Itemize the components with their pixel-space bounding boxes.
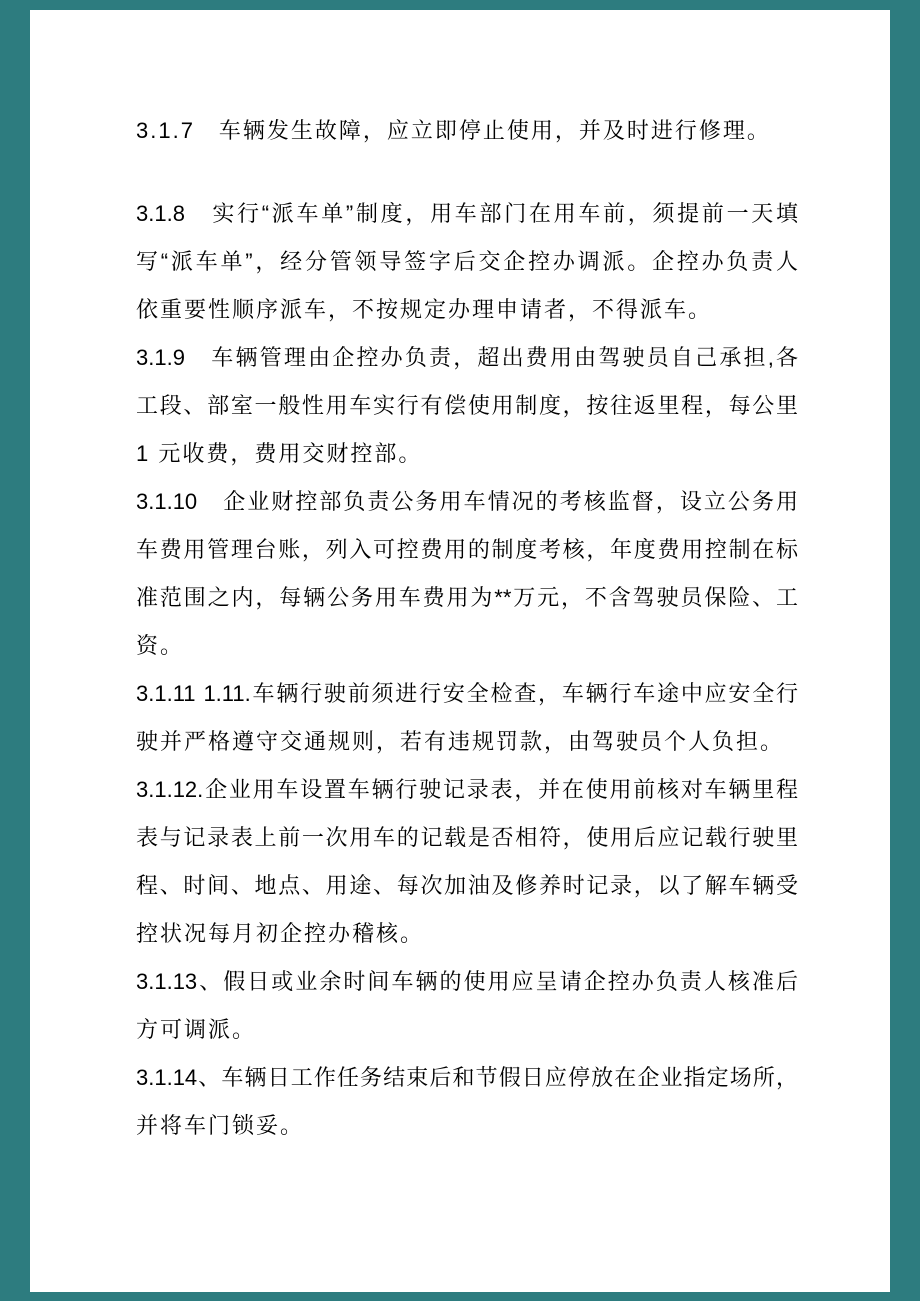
- text-line: 3.1.11 1.11.车辆行驶前须进行安全检查，车辆行车途中应安全行: [136, 681, 798, 706]
- text-line: 3.1.14、车辆日工作任务结束后和节假日应停放在企业指定场所，: [136, 1065, 798, 1090]
- text-line: 表与记录表上前一次用车的记载是否相符，使用后应记载行驶里: [136, 825, 798, 850]
- paragraph-3.1.13: [136, 958, 798, 1054]
- text-line: 工段、部室一般性用车实行有偿使用制度，按往返里程，每公里: [136, 393, 798, 418]
- text-line: 3.1.7 车辆发生故障，应立即停止使用，并及时进行修理。: [136, 118, 771, 143]
- text-line: 3.1.10 企业财控部负责公务用车情况的考核监督，设立公务用: [136, 489, 798, 514]
- paragraph-3.1.8: [136, 190, 798, 334]
- text-line: 程、时间、地点、用途、每次加油及修养时记录，以了解车辆受: [136, 873, 798, 898]
- text-line: 3.1.8 实行“派车单”制度，用车部门在用车前，须提前一天填: [136, 201, 798, 226]
- text-line: 资。: [136, 633, 185, 658]
- text-line: 准范围之内，每辆公务用车费用为**万元，不含驾驶员保险、工: [136, 585, 798, 610]
- text-line: 1 元收费，费用交财控部。: [136, 441, 423, 466]
- paragraph-spacer: [136, 155, 798, 190]
- text-line: 车费用管理台账，列入可控费用的制度考核，年度费用控制在标: [136, 537, 798, 562]
- text-line: 3.1.12.企业用车设置车辆行驶记录表，并在使用前核对车辆里程: [136, 777, 798, 802]
- document-body: [30, 10, 798, 1150]
- paragraph-3.1.7: [136, 107, 798, 155]
- text-line: 写“派车单”，经分管领导签字后交企控办调派。企控办负责人: [136, 249, 798, 274]
- text-line: 控状况每月初企控办稽核。: [136, 921, 425, 946]
- text-line: 方可调派。: [136, 1017, 257, 1042]
- text-line: 并将车门锁妥。: [136, 1113, 305, 1138]
- paragraph-3.1.12: [136, 766, 798, 958]
- paragraph-3.1.11: [136, 670, 798, 766]
- text-line: 驶并严格遵守交通规则，若有违规罚款，由驾驶员个人负担。: [136, 729, 785, 754]
- text-line: 3.1.9 车辆管理由企控办负责，超出费用由驾驶员自己承担,各: [136, 345, 798, 370]
- text-line: 依重要性顺序派车，不按规定办理申请者，不得派车。: [136, 297, 713, 322]
- paragraph-3.1.14: [136, 1054, 798, 1150]
- paragraph-3.1.10: [136, 478, 798, 670]
- text-line: 3.1.13、假日或业余时间车辆的使用应呈请企控办负责人核准后: [136, 969, 798, 994]
- paragraph-3.1.9: [136, 334, 798, 478]
- document-page: [30, 10, 890, 1292]
